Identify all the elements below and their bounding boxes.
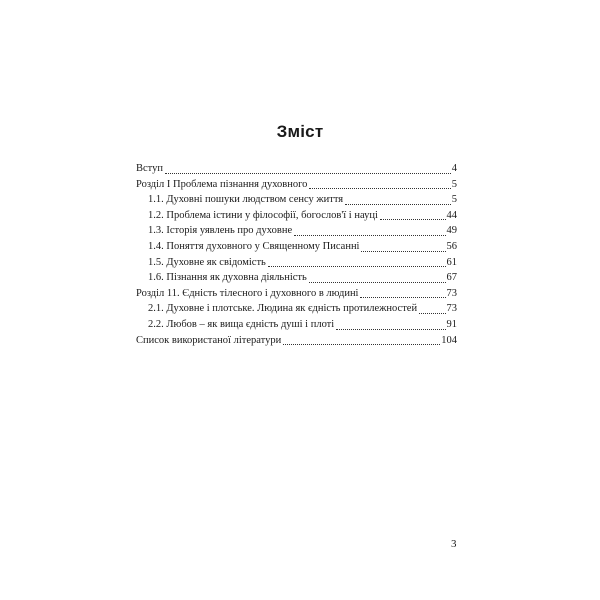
- dot-leader: [294, 224, 445, 236]
- toc-entry: [136, 192, 457, 208]
- toc-entry: [136, 286, 457, 302]
- toc-entry-title: Список використаної літератури: [136, 334, 282, 346]
- toc-entry-title: 2.1. Духовне і плотське. Людина як єдність протилежностей: [148, 303, 418, 315]
- toc-entry-title: 1.6. Пізнання як духовна діяльність: [148, 272, 307, 284]
- toc-entry-page: 5: [451, 194, 457, 206]
- toc-entry-page: 73: [446, 303, 457, 315]
- dot-leader: [309, 271, 446, 283]
- toc-entry-title: 1.3. Історія уявлень про духовне: [148, 225, 293, 237]
- dot-leader: [283, 333, 440, 345]
- toc-entry-title: 2.2. Любов – як вища єдність душі і плоті: [148, 318, 335, 330]
- toc-entry-title: 1.2. Проблема істини у філософії, богослов'ї і науці: [148, 209, 378, 221]
- toc-entry: [136, 239, 457, 255]
- table-of-contents: [136, 161, 457, 348]
- toc-entry: [136, 177, 457, 193]
- toc-entry-page: 61: [446, 256, 457, 268]
- toc-entry-page: 56: [446, 240, 457, 252]
- dot-leader: [165, 162, 451, 174]
- dot-leader: [345, 193, 451, 205]
- toc-entry-title: Розділ 11. Єдність тілесного і духовного в людині: [136, 287, 359, 299]
- toc-entry-title: 1.4. Поняття духовного у Священному Писанні: [148, 240, 360, 252]
- toc-entry-page: 91: [446, 318, 457, 330]
- toc-entry-page: 104: [441, 334, 457, 346]
- toc-entry: [136, 301, 457, 317]
- toc-entry-title: Вступ: [136, 163, 163, 174]
- toc-entry-title: Розділ І Проблема пізнання духовного: [136, 178, 308, 190]
- toc-entry: [136, 255, 457, 271]
- toc-entry: [136, 208, 457, 224]
- page-title: Зміст: [276, 122, 324, 141]
- toc-entry: [136, 223, 457, 239]
- toc-entry-page: 49: [446, 225, 457, 237]
- toc-entry: [136, 333, 457, 349]
- toc-entry-page: 5: [451, 178, 457, 190]
- dot-leader: [309, 177, 450, 189]
- toc-entry-title: 1.5. Духовне як свідомість: [148, 256, 266, 268]
- toc-entry-page: 73: [446, 287, 457, 299]
- toc-entry-title: 1.1. Духовні пошуки людством сенсу життя: [148, 194, 344, 206]
- dot-leader: [336, 318, 445, 330]
- toc-entry: [136, 161, 457, 177]
- dot-leader: [268, 255, 446, 267]
- dot-leader: [361, 240, 445, 252]
- toc-entry: [136, 270, 457, 286]
- toc-entry-page: 44: [446, 209, 457, 221]
- page-number: 3: [451, 538, 457, 550]
- toc-entry: [136, 317, 457, 333]
- toc-entry-page: 67: [446, 272, 457, 284]
- dot-leader: [419, 302, 445, 314]
- dot-leader: [380, 208, 446, 220]
- toc-entry-page: 4: [451, 163, 457, 174]
- dot-leader: [360, 286, 445, 298]
